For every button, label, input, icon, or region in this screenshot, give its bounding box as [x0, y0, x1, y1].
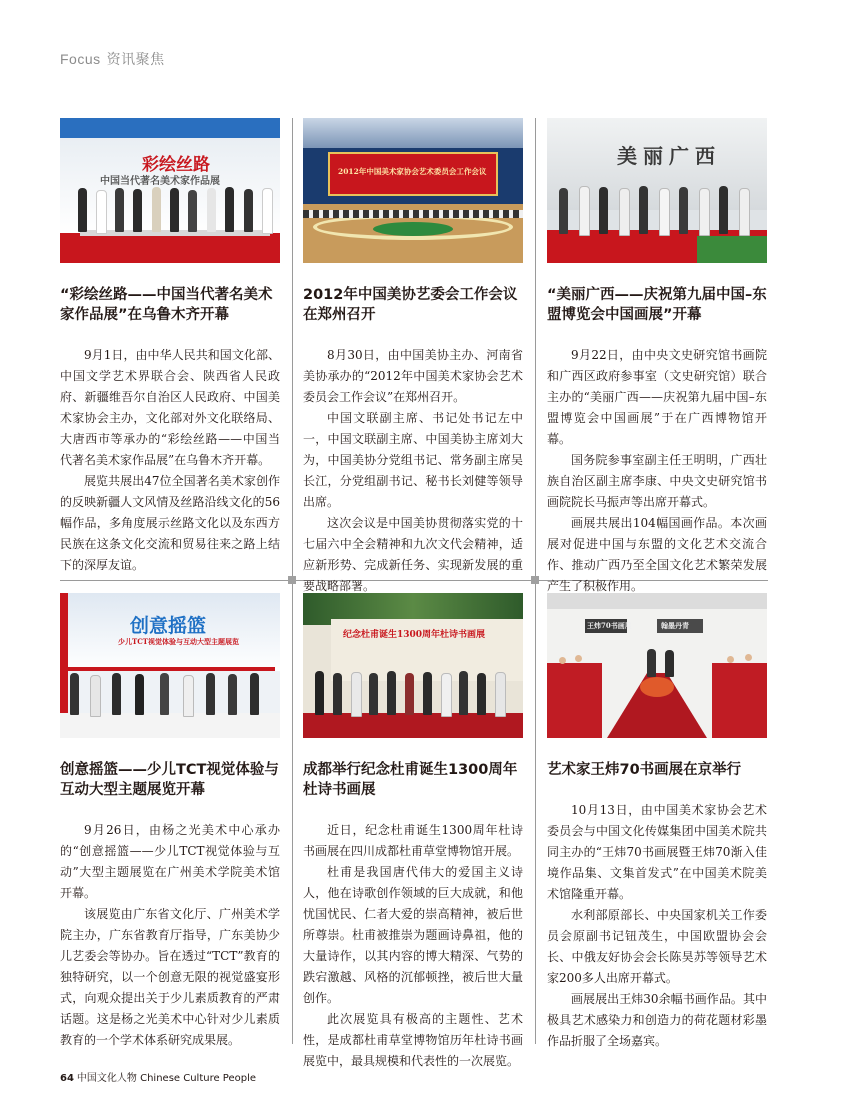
article-caa-meeting — [303, 118, 523, 597]
photo-banner-text: 王炜70书画展 — [587, 621, 632, 630]
photo-du-fu-ceremony — [303, 593, 523, 738]
article-title: 2012年中国美协艺委会工作会议在郑州召开 — [303, 287, 518, 323]
article-body — [303, 345, 523, 597]
article-paragraph: 该展览由广东省文化厅、广州美术学院主办，广东省教育厅指导，广东美协少儿艺委会等协办。旨在透过“TCT”教育的独特研究，以一个创意无限的视觉盛宴形式，向观众提出关于少儿素质教育的严肃话题。这是杨之光美术中心针对少儿素质教育的一个学术体系研究成果展。 — [60, 907, 280, 1047]
photo-silk-road-opening — [60, 118, 280, 263]
article-body — [547, 345, 767, 597]
article-paragraph: 展览共展出47位全国著名美术家创作的反映新疆人文风情及丝路沿线文化的56幅作品，多角度展示丝路文化以及东西方民族在这条文化交流和贸易往来之路上结下的深厚友谊。 — [60, 474, 280, 572]
photo-caa-meeting-hall — [303, 118, 523, 263]
page-footer — [60, 1069, 256, 1084]
column-divider-2 — [535, 118, 536, 580]
row-divider-marker-1 — [288, 576, 296, 584]
article-paragraph: 中国文联副主席、书记处书记左中一，中国文联副主席、中国美协主席刘大为，中国美协分党组书记、常务副主席吴长江，分党组副书记、秘书长刘健等领导出席。 — [303, 411, 523, 509]
page-number: 64 — [60, 1073, 74, 1084]
article-paragraph: 近日，纪念杜甫诞生1300周年杜诗书画展在四川成都杜甫草堂博物馆开展。 — [303, 823, 523, 858]
article-silk-road — [60, 118, 280, 576]
photo-creative-cradle-opening — [60, 593, 280, 738]
article-title: 成都举行纪念杜甫诞生1300周年杜诗书画展 — [303, 762, 518, 798]
column-divider-4 — [535, 584, 536, 1044]
article-beautiful-guangxi — [547, 118, 767, 597]
photo-banner-text: 纪念杜甫诞生1300周年杜诗书画展 — [343, 630, 486, 640]
article-paragraph: 9月1日，由中华人民共和国文化部、中国文学艺术界联合会、陕西省人民政府、新疆维吾尔自治区人民政府、中国美术家协会主办，文化部对外文化联络局、大唐西市等承办的“彩绘丝路——中国当代著名美术家作品展”在乌鲁木齐开幕。 — [60, 348, 280, 467]
article-body — [60, 820, 280, 1051]
article-title: 艺术家王炜70书画展在京举行 — [547, 762, 742, 778]
photo-guangxi-opening — [547, 118, 767, 263]
row-divider-marker-2 — [531, 576, 539, 584]
publication-name: 中国文化人物 Chinese Culture People — [76, 1073, 257, 1084]
article-paragraph: 杜甫是我国唐代伟大的爱国主义诗人，他在诗歌创作领域的巨大成就，和他忧国忧民、仁者大爱的崇高精神，被后世所尊崇。杜甫被推崇为题画诗鼻祖，他的大量诗作，以其内容的博大精深、气势的跌宕激越、风格的沉郁顿挫，被后世大量创作。 — [303, 865, 523, 1005]
article-paragraph: 国务院参事室副主任王明明，广西壮族自治区副主席李康、中央文史研究馆书画院院长马振声等出席开幕式。 — [547, 453, 767, 509]
photo-banner-text: 美丽广西 — [617, 144, 721, 168]
article-paragraph: 水利部原部长、中央国家机关工作委员会原副书记钮茂生，中国欧盟协会会长、中俄友好协会会长陈昊苏等领导艺术家200多人出席开幕式。 — [547, 908, 767, 985]
article-body — [60, 345, 280, 576]
article-paragraph: 画展展出王炜30余幅书画作品。其中极具艺术感染力和创造力的荷花题材彩墨作品折服了全场嘉宾。 — [547, 992, 767, 1048]
article-paragraph: 8月30日，由中国美协主办、河南省美协承办的“2012年中国美术家协会艺术委员会工作会议”在郑州召开。 — [303, 348, 523, 404]
photo-wang-wei-gallery — [547, 593, 767, 738]
article-paragraph: 10月13日，由中国美术家协会艺术委员会与中国文化传媒集团中国美术院共同主办的“王炜70书画展暨王炜70渐入佳境作品集、文集首发式”在中国美术院美术馆隆重开幕。 — [547, 803, 767, 901]
article-paragraph: 此次展览具有极高的主题性、艺术性，是成都杜甫草堂博物馆历年杜诗书画展览中，最具规模和代表性的一次展览。 — [303, 1012, 523, 1068]
article-title: “美丽广西——庆祝第九届中国–东盟博览会中国画展”开幕 — [547, 287, 767, 323]
photo-subbanner-text: 中国当代著名美术家作品展 — [100, 176, 220, 187]
article-wang-wei-exhibition — [547, 593, 767, 1052]
photo-banner-text: 2012年中国美术家协会艺术委员会工作会议 — [338, 167, 487, 176]
section-header — [60, 49, 165, 69]
article-paragraph: 9月22日，由中央文史研究馆书画院和广西区政府参事室（文史研究馆）联合主办的“美丽广西——庆祝第九届中国–东盟博览会中国画展”于在广西博物馆开幕。 — [547, 348, 767, 446]
article-title: 创意摇篮——少儿TCT视觉体验与互动大型主题展览开幕 — [60, 762, 279, 798]
article-du-fu-exhibition — [303, 593, 523, 1072]
photo-subbanner-text: 少儿TCT视觉体验与互动大型主题展览 — [118, 637, 239, 646]
column-divider-1 — [292, 118, 293, 580]
column-divider-3 — [292, 584, 293, 1044]
article-paragraph: 9月26日，由杨之光美术中心承办的“创意摇篮——少儿TCT视觉体验与互动”大型主题展览在广州美术学院美术馆开幕。 — [60, 823, 280, 900]
section-label-cn: 资讯聚焦 — [106, 52, 165, 68]
photo-banner-text: 彩绘丝路 — [142, 155, 210, 175]
article-paragraph: 这次会议是中国美协贯彻落实党的十七届六中全会精神和九次文代会精神，适应新形势、完成新任务、实现新发展的重要战略部署。 — [303, 516, 523, 593]
photo-subbanner-text: 翰墨丹青 — [661, 621, 689, 630]
article-body — [547, 800, 767, 1052]
photo-banner-text: 创意摇篮 — [130, 615, 207, 637]
article-paragraph: 画展共展出104幅国画作品。本次画展对促进中国与东盟的文化艺术交流合作、推动广西乃至全国文化艺术繁荣发展产生了积极作用。 — [547, 516, 767, 593]
article-creative-cradle — [60, 593, 280, 1051]
article-title: “彩绘丝路——中国当代著名美术家作品展”在乌鲁木齐开幕 — [60, 287, 273, 323]
section-label-en: Focus — [60, 51, 101, 67]
article-body — [303, 820, 523, 1072]
